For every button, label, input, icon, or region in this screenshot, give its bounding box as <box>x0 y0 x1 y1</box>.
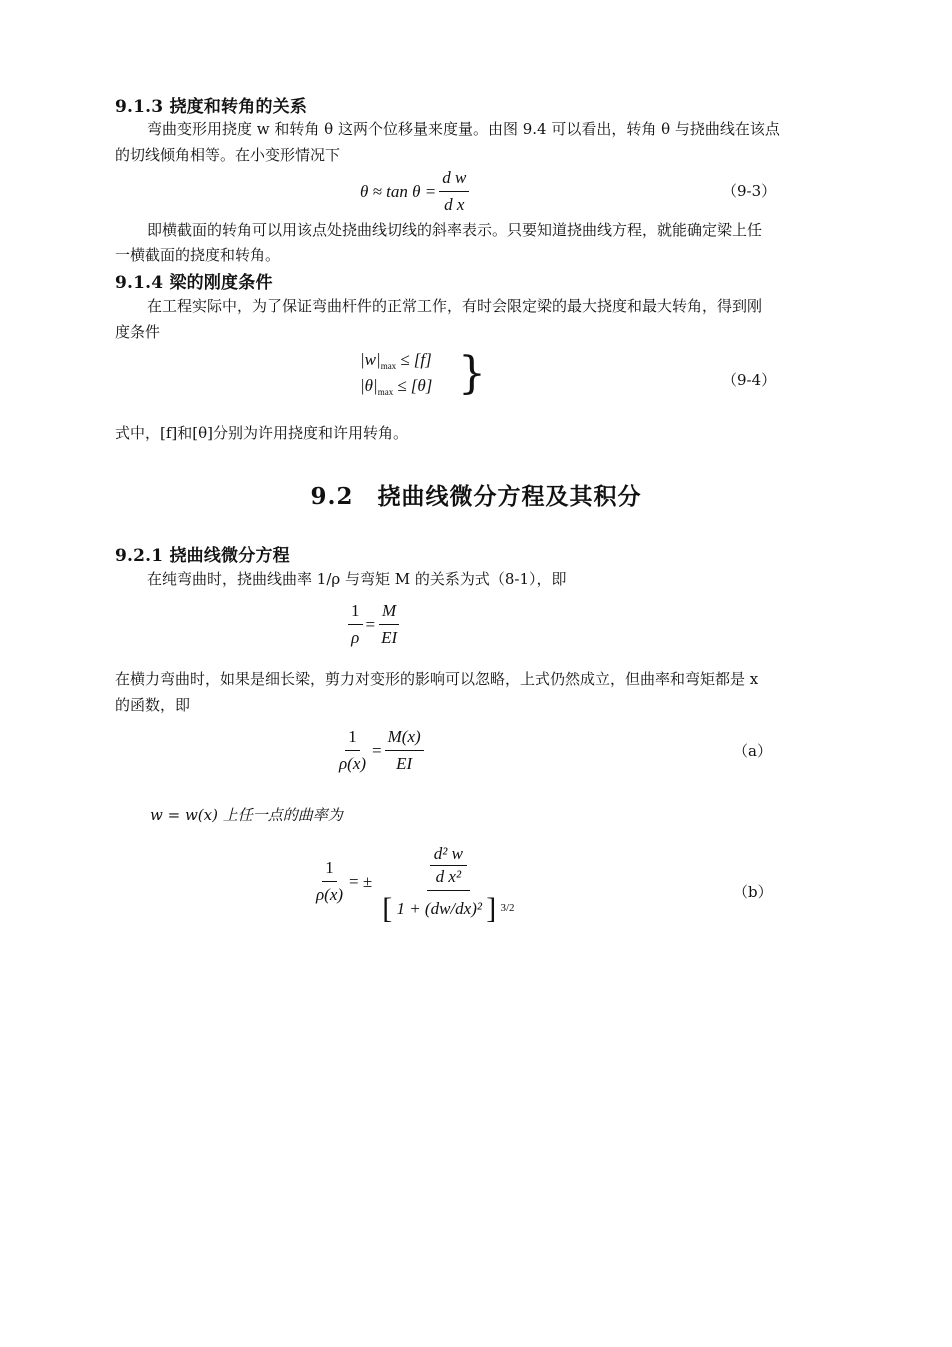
eq-a0-right <box>378 600 400 649</box>
paragraph-9-1-4-line2: 度条件 <box>115 323 161 341</box>
eq-9-4-brace: } <box>458 348 486 399</box>
eq-a-left <box>336 726 369 775</box>
equation-curvature-pure <box>345 600 403 649</box>
heading-9-1-3: 9.1.3 挠度和转角的关系 <box>115 97 308 117</box>
eq-b-right <box>379 843 517 926</box>
eq-9-4-row2-rhs: ≤ [θ] <box>397 376 433 395</box>
paragraph-9-1-3-line1: 弯曲变形用挠度 w 和转角 θ 这两个位移量来度量。由图 9.4 可以看出，转角 θ 与挠曲线在该点 <box>147 120 780 138</box>
eq-a-rden: EI <box>396 754 413 773</box>
eq-9-4-row2-sub: max <box>377 387 394 397</box>
eq-a0-num: 1 <box>348 600 363 625</box>
eq-a0-equals: = <box>365 614 376 634</box>
eq-a-right <box>385 726 424 775</box>
eq-b-den: ρ(x) <box>316 885 344 905</box>
eq-a0-den: ρ <box>351 628 360 647</box>
heading-9-1-4: 9.1.4 梁的刚度条件 <box>115 273 273 293</box>
paragraph-9-1-4-p2: 式中，[f]和[θ]分别为许用挠度和许用转角。 <box>115 424 408 442</box>
eq-b-rbracket: ] <box>486 892 497 926</box>
eq-a0-rden: EI <box>381 628 398 647</box>
eq-a0-rnum: M <box>379 600 399 625</box>
eq-9-4-row1-rhs: ≤ [f] <box>400 350 432 369</box>
eq-9-3-num: d w <box>439 167 469 192</box>
paragraph-9-1-3-p2-line2: 一横截面的挠度和转角。 <box>115 246 281 264</box>
paragraph-9-1-3-line2: 的切线倾角相等。在小变形情况下 <box>115 146 341 164</box>
eq-b-equals: = ± <box>349 871 373 891</box>
eq-b-top-den: d x² <box>435 867 462 886</box>
eq-a0-left <box>348 600 363 649</box>
paragraph-9-2-1-p2-line2: 的函数，即 <box>115 696 191 714</box>
eq-b-top <box>427 843 470 891</box>
equation-9-3 <box>360 167 472 216</box>
eq-9-4-row1-sub: max <box>380 361 397 371</box>
eq-a-den: ρ(x) <box>339 754 367 773</box>
eq-b-left <box>313 857 346 906</box>
equation-number-b: （b） <box>733 883 773 901</box>
paragraph-9-1-4-line1: 在工程实际中，为了保证弯曲杆件的正常工作，有时会限定梁的最大挠度和最大转角，得到刚 <box>147 297 763 315</box>
eq-b-bottom <box>379 891 517 926</box>
eq-a-equals: = <box>372 740 382 760</box>
equation-number-9-3: （9-3） <box>722 182 777 200</box>
eq-b-top-num: d² w <box>430 843 467 866</box>
paragraph-9-1-3-p2-line1: 即横截面的转角可以用该点处挠曲线切线的斜率表示。只要知道挠曲线方程，就能确定梁上任 <box>147 221 763 239</box>
paragraph-9-2-1-p3: w = w(x) 上任一点的曲率为 <box>150 806 343 824</box>
equation-number-9-4: （9-4） <box>722 371 777 389</box>
eq-9-4-row2-var: |θ| <box>360 376 378 395</box>
eq-9-3-lhs: θ ≈ tan θ = <box>360 181 437 201</box>
eq-a-num: 1 <box>345 726 360 751</box>
heading-9-2-1: 9.2.1 挠曲线微分方程 <box>115 546 290 566</box>
paragraph-9-2-1-p2-line1: 在横力弯曲时，如果是细长梁，剪力对变形的影响可以忽略，上式仍然成立，但曲率和弯矩都是 x <box>115 670 759 688</box>
equation-number-a: （a） <box>733 742 772 760</box>
eq-9-4-row1-var: |w| <box>360 350 381 369</box>
eq-a-rnum: M(x) <box>385 726 424 751</box>
equation-b <box>310 843 521 926</box>
eq-9-3-den: d x <box>444 195 465 214</box>
eq-b-lbracket: [ <box>382 892 393 926</box>
paragraph-9-2-1-p1: 在纯弯曲时，挠曲线曲率 1/ρ 与弯矩 M 的关系为式（8-1），即 <box>147 570 567 588</box>
eq-b-exponent: 3/2 <box>500 902 515 914</box>
eq-b-num: 1 <box>322 857 337 882</box>
section-title-9-2: 9.2 挠曲线微分方程及其积分 <box>310 483 642 510</box>
equation-a <box>333 726 427 775</box>
eq-b-bottom-expr: 1 + (dw/dx)² <box>396 899 482 919</box>
eq-9-3-fraction <box>439 167 469 216</box>
